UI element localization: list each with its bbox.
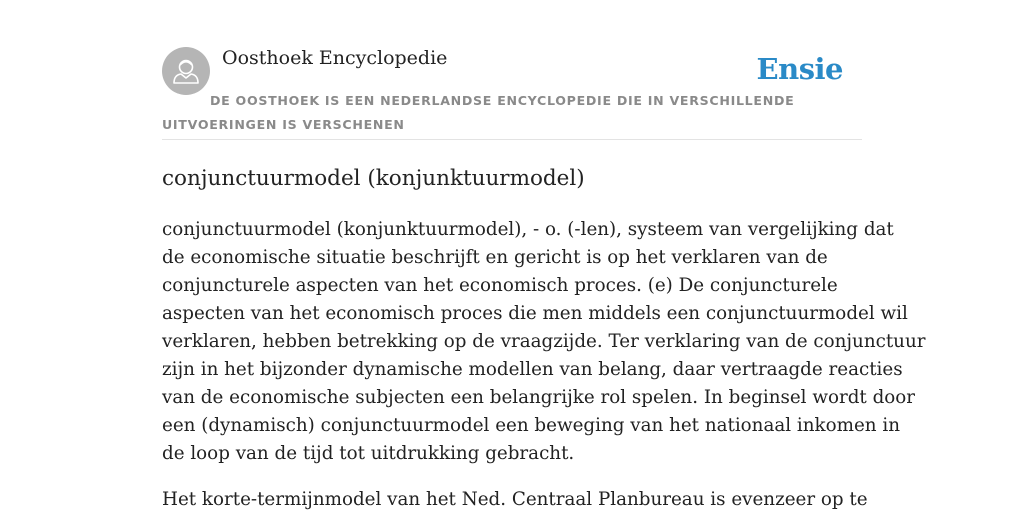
paragraph-line: van de economische subjecten een belangrijke rol spelen. In beginsel wordt door: [162, 387, 916, 408]
paragraph-line: zijn in het bijzonder dynamische modellen van belang, daar vertraagde reacties: [162, 359, 903, 380]
user-avatar-icon[interactable]: [162, 47, 210, 95]
article-paragraph: [162, 486, 868, 512]
article-paragraph: [162, 216, 926, 468]
paragraph-line: de loop van de tijd tot uitdrukking gebracht.: [162, 443, 575, 464]
source-name[interactable]: Oosthoek Encyclopedie: [222, 47, 448, 69]
paragraph-line: de economische situatie beschrijft en gericht is op het verklaren van de: [162, 247, 828, 268]
brand-logo[interactable]: Ensie: [756, 52, 843, 86]
paragraph-line: een (dynamisch) conjunctuurmodel een beweging van het nationaal inkomen in: [162, 415, 900, 436]
source-header: [162, 46, 862, 140]
paragraph-line: conjuncturele aspecten van het economisch proces. (e) De conjuncturele: [162, 275, 838, 296]
paragraph-line: verklaren, hebben betrekking op de vraagzijde. Ter verklaring van de conjunctuur: [162, 331, 926, 352]
article-title: conjunctuurmodel (konjunktuurmodel): [162, 166, 585, 191]
article-body: [162, 216, 926, 512]
paragraph-line: aspecten van het economisch proces die men middels een conjunctuurmodel wil: [162, 303, 908, 324]
paragraph-line: Het korte-termijnmodel van het Ned. Centraal Planbureau is evenzeer op te: [162, 489, 868, 510]
source-description: DE OOSTHOEK IS EEN NEDERLANDSE ENCYCLOPEDIE DIE IN VERSCHILLENDE UITVOERINGEN IS VERSCHENEN: [162, 93, 795, 132]
paragraph-line: conjunctuurmodel (konjunktuurmodel), - o. (-len), systeem van vergelijking dat: [162, 219, 894, 240]
